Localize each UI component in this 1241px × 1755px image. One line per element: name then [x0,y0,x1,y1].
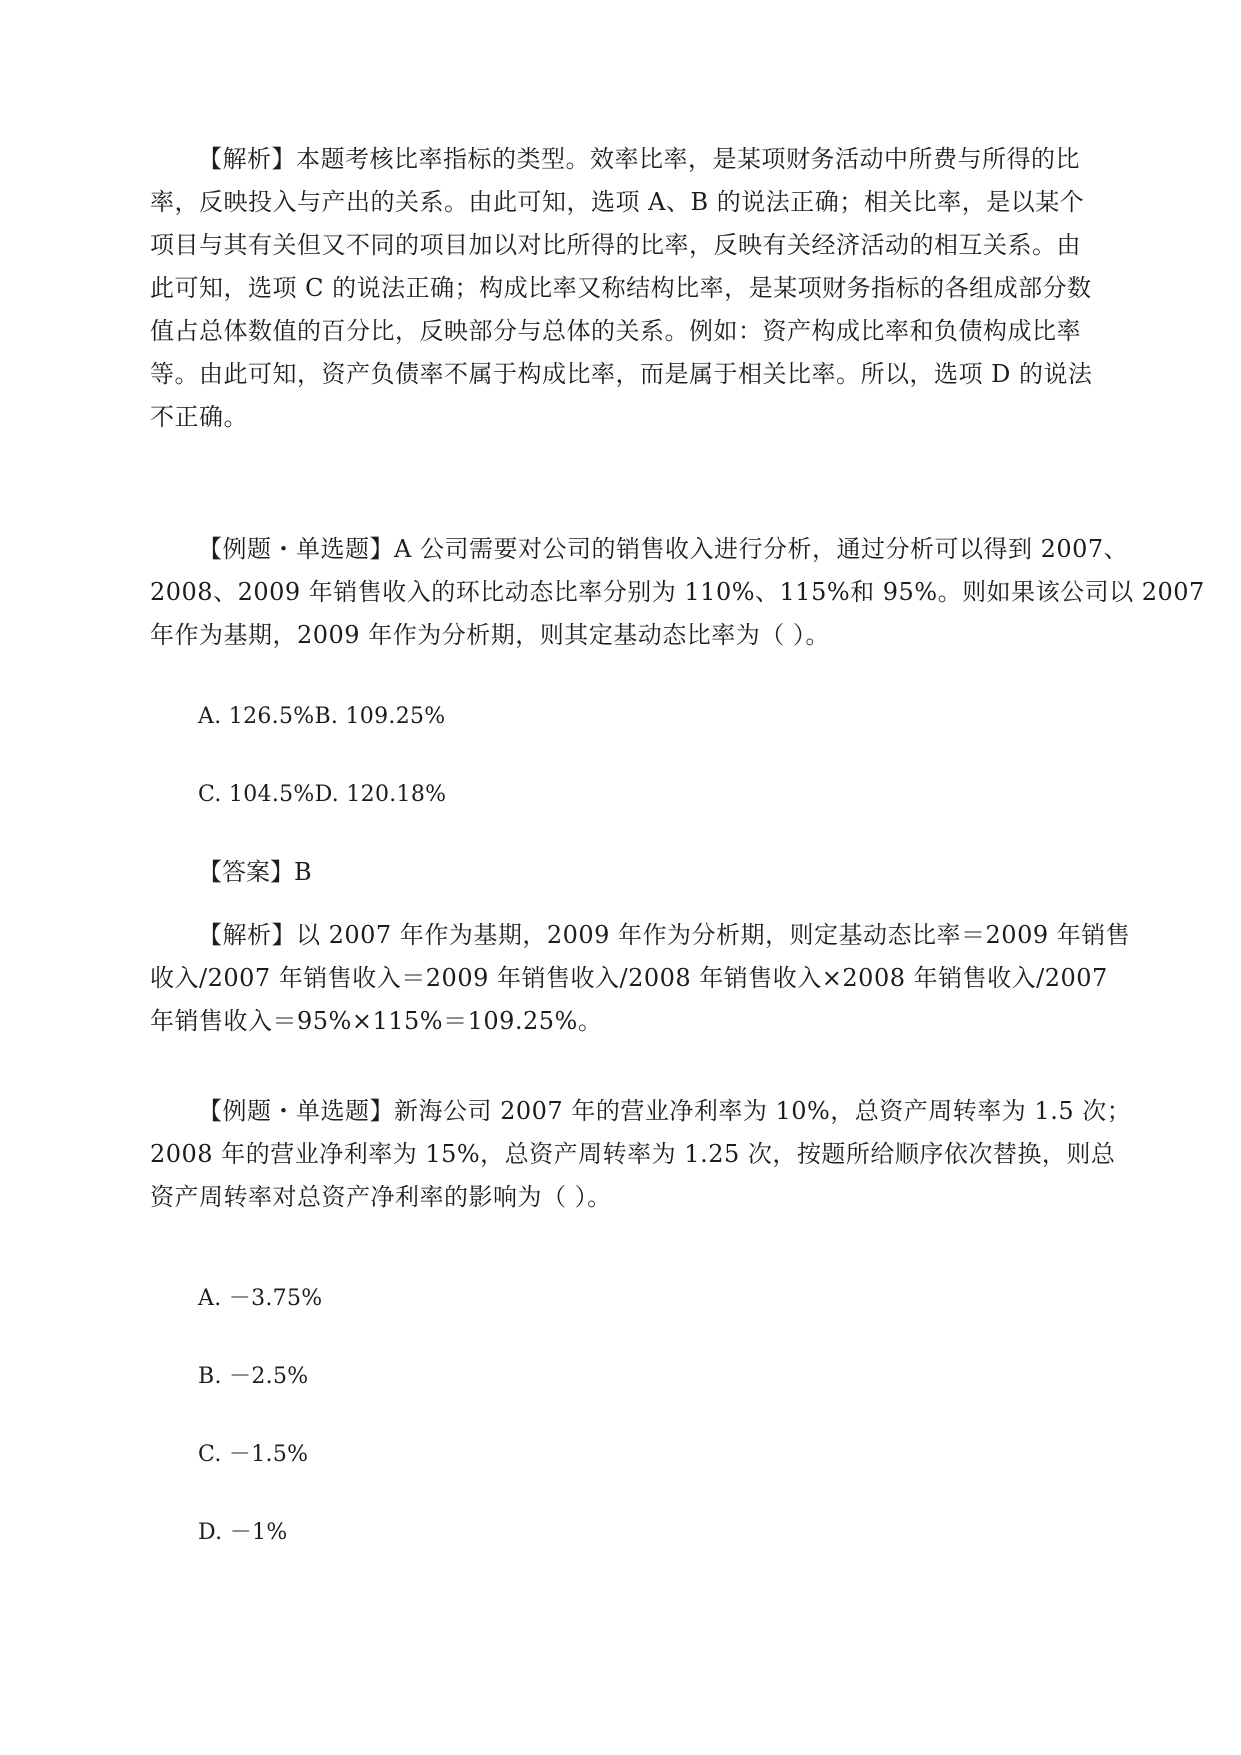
question-paragraph-2 [150,1090,1132,1219]
analysis-paragraph-2 [150,914,1131,1043]
text-line: 【例题・单选题】新海公司 2007 年的营业净利率为 10%，总资产周转率为 1.5 次； [198,1097,1132,1125]
text-line: 年作为基期，2009 年作为分析期，则其定基动态比率为（ ）。 [150,621,830,649]
text-line: 2008、2009 年销售收入的环比动态比率分别为 110%、115%和 95%。则如果该公司以 2007 [150,578,1205,606]
text-line: 率，反映投入与产出的关系。由此可知，选项 A、B 的说法正确；相关比率，是以某个 [150,188,1085,216]
question-paragraph-1 [150,528,1205,657]
text-line: 项目与其有关但又不同的项目加以对比所得的比率，反映有关经济活动的相互关系。由 [150,231,1081,259]
answer-line: 【答案】B [198,858,312,886]
option-a: A. －3.75% [198,1286,323,1311]
text-line: 值占总体数值的百分比，反映部分与总体的关系。例如：资产构成比率和负债构成比率 [150,317,1081,345]
analysis-paragraph-1 [150,138,1093,439]
text-line: 等。由此可知，资产负债率不属于构成比率，而是属于相关比率。所以，选项 D 的说法 [150,360,1093,388]
text-line: 资产周转率对总资产净利率的影响为（ ）。 [150,1183,612,1211]
text-line: 【解析】本题考核比率指标的类型。效率比率，是某项财务活动中所费与所得的比 [198,145,1080,173]
option-c: C. －1.5% [198,1442,309,1467]
text-line: 2008 年的营业净利率为 15%，总资产周转率为 1.25 次，按题所给顺序依次替换，则总 [150,1140,1116,1168]
options-row-cd: C. 104.5%D. 120.18% [198,782,447,807]
option-b: B. －2.5% [198,1364,309,1389]
options-row-ab: A. 126.5%B. 109.25% [198,704,446,729]
text-line: 收入/2007 年销售收入＝2009 年销售收入/2008 年销售收入×2008 年销售收入/2007 [150,964,1108,992]
text-line: 不正确。 [150,403,248,431]
text-line: 【例题・单选题】A 公司需要对公司的销售收入进行分析，通过分析可以得到 2007、 [198,535,1129,563]
text-line: 此可知，选项 C 的说法正确；构成比率又称结构比率，是某项财务指标的各组成部分数 [150,274,1092,302]
option-d: D. －1% [198,1520,288,1545]
text-line: 年销售收入＝95%×115%＝109.25%。 [150,1007,603,1035]
text-line: 【解析】以 2007 年作为基期，2009 年作为分析期，则定基动态比率＝2009 年销售 [198,921,1131,949]
